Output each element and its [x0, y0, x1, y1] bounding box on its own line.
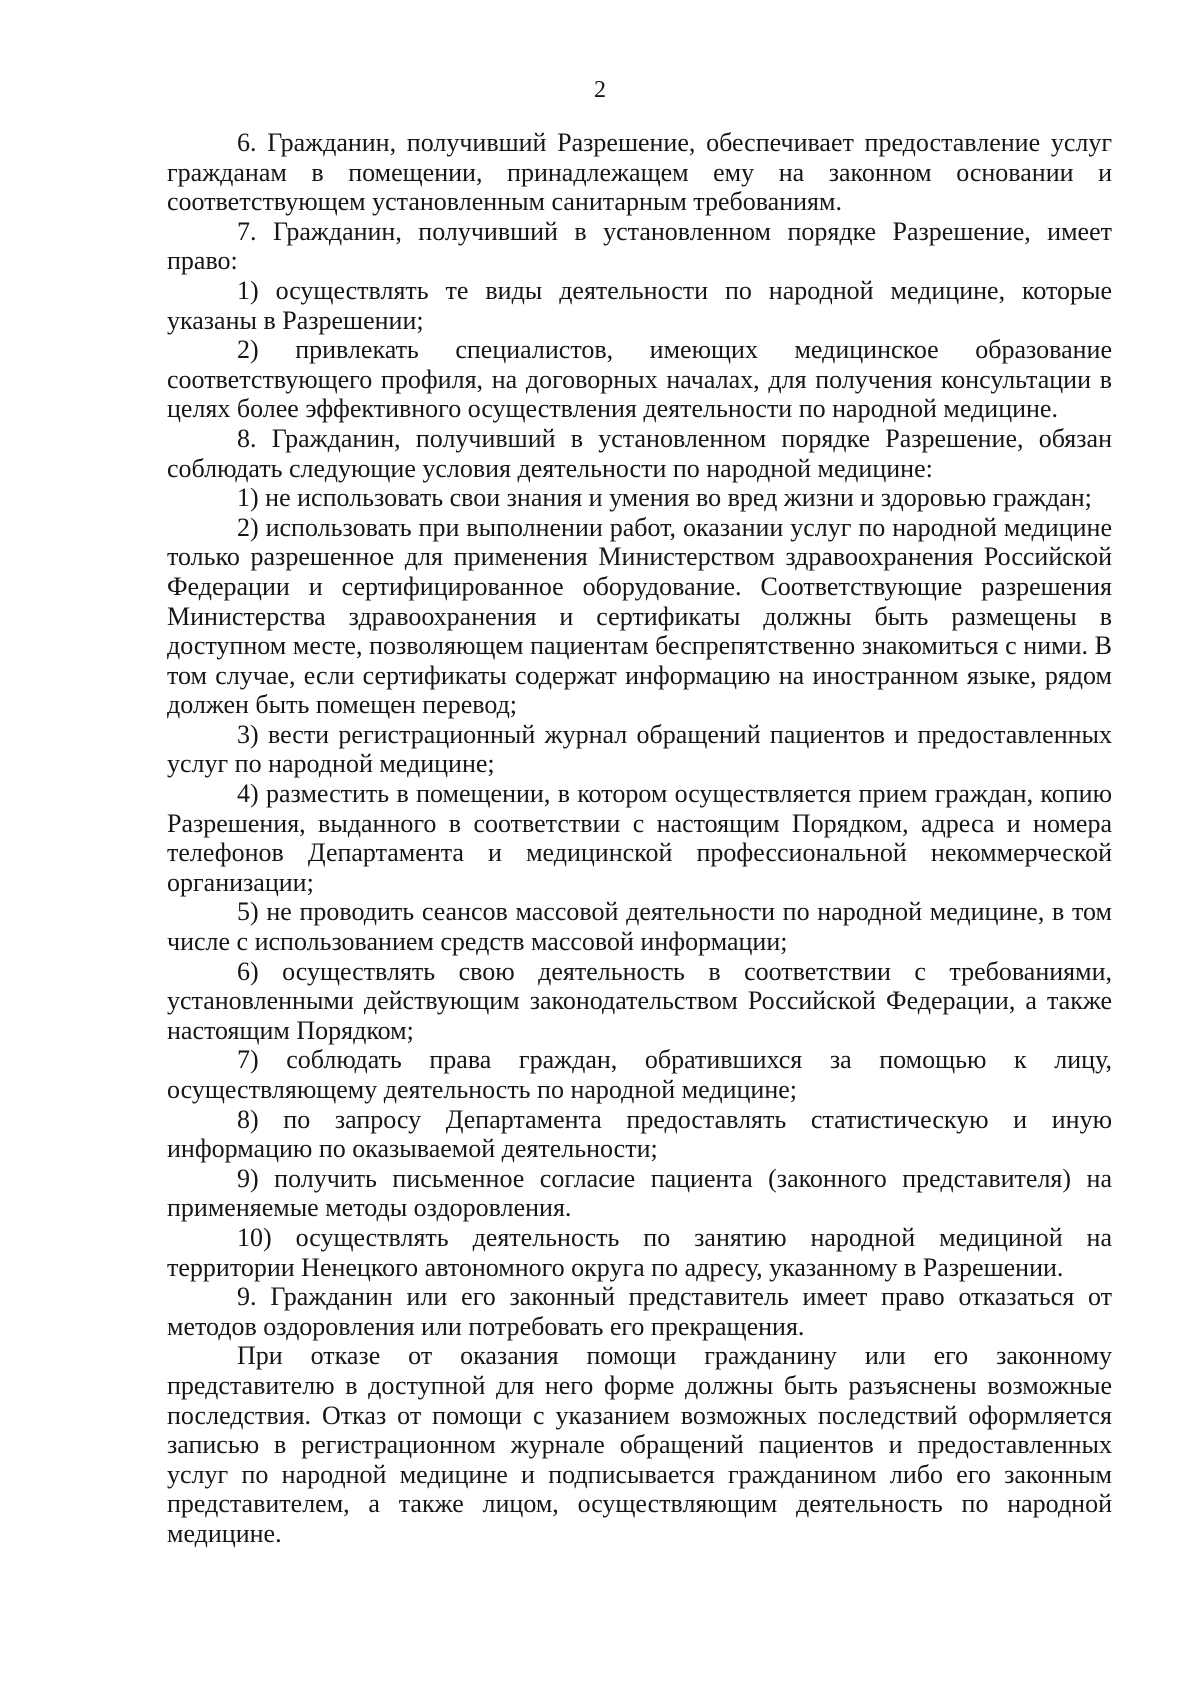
subitem-8-8: 8) по запросу Департамента предоставлять статистическую и иную информацию по оказываемой деятельности;	[167, 1104, 1112, 1164]
subitem-8-3: 3) вести регистрационный журнал обращений пациентов и предоставленных услуг по народной медицине;	[167, 719, 1112, 779]
subitem-8-9: 9) получить письменное согласие пациента (законного представителя) на применяемые методы оздоровления.	[167, 1163, 1112, 1223]
paragraph-refusal: При отказе от оказания помощи гражданину или его законному представителю в доступной для него форме должны быть разъяснены возможные последствия. Отказ от помощи с указанием возможных последствий оформляется записью в регистрационном журнале обращений пациентов и предоставленных услуг по народной медицине и подписывается гражданином либо его законным представителем, а также лицом, осуществляющим деятельность по народной медицине.	[167, 1341, 1112, 1548]
subitem-8-2: 2) использовать при выполнении работ, оказании услуг по народной медицине только разрешенное для применения Министерством здравоохранения Российской Федерации и сертифицированное оборудование. Соответствующие разрешения Министерства здравоохранения и сертификаты должны быть размещены в доступном месте, позволяющем пациентам беспрепятственно знакомиться с ними. В том случае, если сертификаты содержат информацию на иностранном языке, рядом должен быть помещен перевод;	[167, 512, 1112, 720]
paragraph-item-9: 9. Гражданин или его законный представитель имеет право отказаться от методов оздоровления или потребовать его прекращения.	[167, 1282, 1112, 1341]
paragraph-item-6: 6. Гражданин, получивший Разрешение, обеспечивает предоставление услуг гражданам в помещении, принадлежащем ему на законном основании и соответствующем установленным санитарным требованиям.	[167, 128, 1112, 217]
subitem-8-7: 7) соблюдать права граждан, обратившихся за помощью к лицу, осуществляющему деятельность по народной медицине;	[167, 1045, 1112, 1104]
subitem-8-4: 4) разместить в помещении, в котором осуществляется прием граждан, копию Разрешения, выданного в соответствии с настоящим Порядком, адреса и номера телефонов Департамента и медицинской профессиональной некоммерческой организации;	[167, 779, 1112, 897]
subitem-8-5: 5) не проводить сеансов массовой деятельности по народной медицине, в том числе с использованием средств массовой информации;	[167, 897, 1112, 957]
subitem-8-10: 10) осуществлять деятельность по занятию народной медициной на территории Ненецкого автономного округа по адресу, указанному в Разрешении.	[167, 1222, 1112, 1282]
subitem-8-6: 6) осуществлять свою деятельность в соответствии с требованиями, установленными действующим законодательством Российской Федерации, а также настоящим Порядком;	[167, 956, 1112, 1045]
paragraph-item-8: 8. Гражданин, получивший в установленном порядке Разрешение, обязан соблюдать следующие условия деятельности по народной медицине:	[167, 423, 1112, 483]
subitem-7-2: 2) привлекать специалистов, имеющих медицинское образование соответствующего профиля, на договорных началах, для получения консультации в целях более эффективного осуществления деятельности по народной медицине.	[167, 335, 1112, 424]
subitem-7-1: 1) осуществлять те виды деятельности по народной медицине, которые указаны в Разрешении;	[167, 275, 1112, 335]
subitem-8-1: 1) не использовать свои знания и умения во вред жизни и здоровью граждан;	[237, 483, 1092, 513]
document-body	[167, 128, 1112, 1549]
page-number: 2	[594, 77, 606, 103]
paragraph-item-7: 7. Гражданин, получивший в установленном порядке Разрешение, имеет право:	[167, 216, 1112, 276]
